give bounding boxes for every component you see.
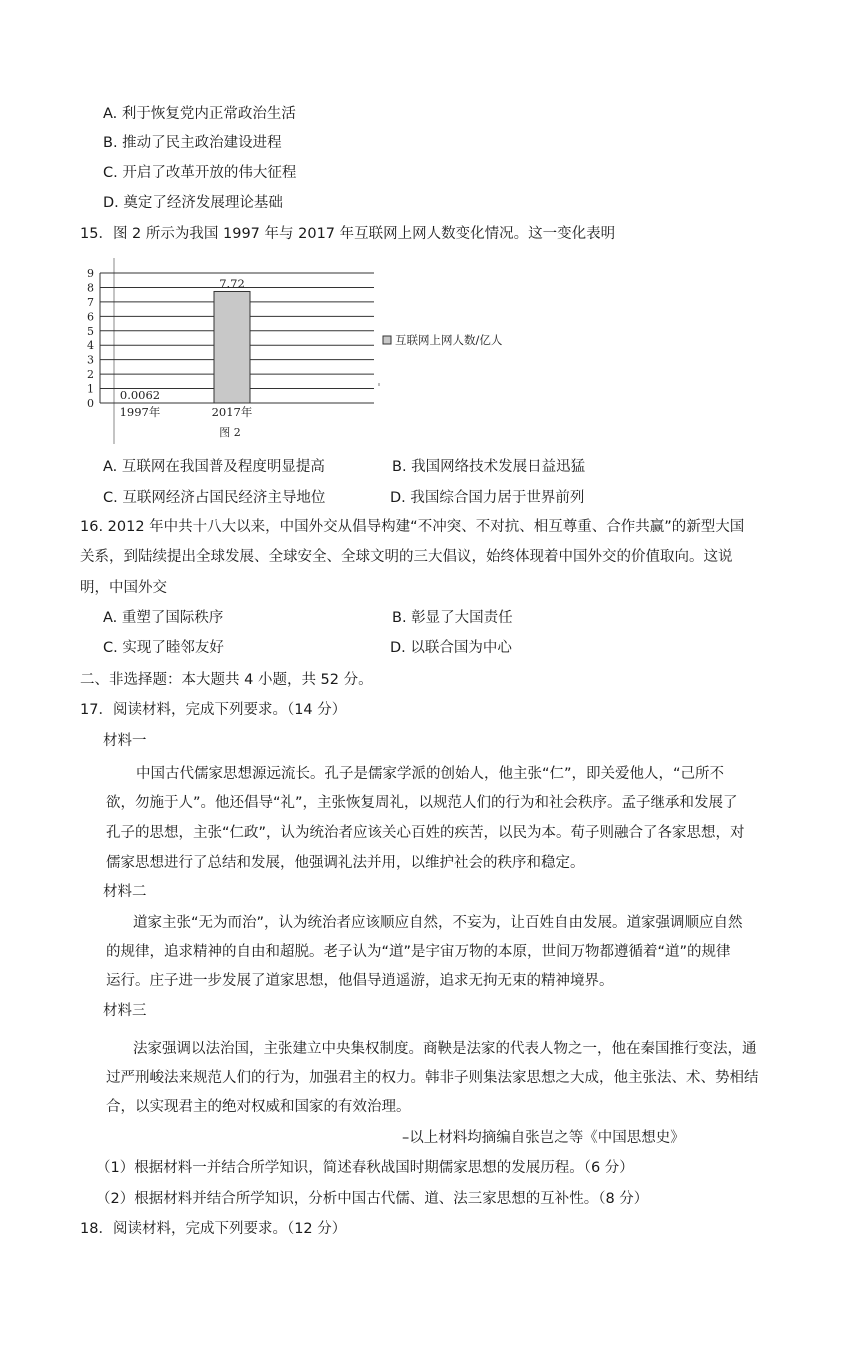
material-3-line-1: 法家强调以法治国，主张建立中央集权制度。商鞅是法家的代表人物之一，他在秦国推行变法，通 (133, 1041, 757, 1057)
material-2-title: 材料二 (103, 884, 147, 900)
chart-y-tick-label: 4 (87, 339, 94, 353)
q16-stem-line-1: 16. 2012 年中共十八大以来，中国外交从倡导构建“不冲突、不对抗、相互尊重、合作共赢”的新型大国 (80, 519, 745, 535)
q14-option-d: D. 奠定了经济发展理论基础 (103, 195, 283, 211)
q17-requirement-2: （2）根据材料并结合所学知识，分析中国古代儒、道、法三家思想的互补性。（8 分） (96, 1191, 649, 1207)
material-2-line-1: 道家主张“无为而治”，认为统治者应该顺应自然，不妄为，让百姓自由发展。道家强调顺应自然 (133, 915, 743, 931)
material-1-line-4: 儒家思想进行了总结和发展，他强调礼法并用，以维护社会的秩序和稳定。 (106, 855, 585, 871)
q16-stem-line-2: 关系，到陆续提出全球发展、全球安全、全球文明的三大倡议，始终体现着中国外交的价值取向。这说 (80, 549, 733, 565)
chart-x-tick-label: 1997年 (119, 405, 161, 419)
material-3-line-3: 合，以实现君主的绝对权威和国家的有效治理。 (106, 1099, 411, 1115)
q14-option-a: A. 利于恢复党内正常政治生活 (103, 106, 296, 122)
chart-y-tick-label: 6 (87, 310, 94, 324)
chart-legend-label: 互联网上网人数/亿人 (395, 333, 503, 347)
material-source: –以上材料均摘编自张岂之等《中国思想史》 (402, 1130, 685, 1146)
q16-option-b: B. 彰显了大国责任 (392, 610, 513, 626)
material-3-line-2: 过严刑峻法来规范人们的行为，加强君主的权力。韩非子则集法家思想之大成，他主张法、术、势相结 (106, 1070, 759, 1086)
material-1-line-3: 孔子的思想，主张“仁政”，认为统治者应该关心百姓的疾苦，以民为本。荀子则融合了各家思想，对 (106, 825, 745, 841)
chart-x-tick-label: 2017年 (211, 405, 253, 419)
chart-y-tick-label: 9 (87, 267, 94, 280)
chart-data-label: 7.72 (219, 276, 245, 291)
chart-caption: 图 2 (219, 426, 241, 439)
chart-y-tick-label: 7 (87, 295, 94, 309)
chart-legend-swatch (383, 336, 391, 344)
q16-option-a: A. 重塑了国际秩序 (103, 610, 224, 626)
chart-y-tick-label: 5 (87, 324, 94, 338)
q14-option-c: C. 开启了改革开放的伟大征程 (103, 165, 297, 181)
q15-option-a: A. 互联网在我国普及程度明显提高 (103, 459, 325, 475)
q18-stem: 18．阅读材料，完成下列要求。（12 分） (80, 1221, 347, 1237)
internet-users-chart (84, 258, 524, 444)
chart-bar (214, 291, 250, 403)
q15-stem: 15．图 2 所示为我国 1997 年与 2017 年互联网上网人数变化情况。这一变化表明 (80, 226, 616, 242)
chart-data-label: 0.0062 (119, 388, 161, 402)
material-1-line-1: 中国古代儒家思想源远流长。孔子是儒家学派的创始人，他主张“仁”，即关爱他人，“己所不 (136, 766, 725, 782)
material-1-title: 材料一 (103, 733, 147, 749)
material-2-line-3: 运行。庄子进一步发展了道家思想，他倡导逍遥游，追求无拘无束的精神境界。 (106, 973, 614, 989)
material-3-title: 材料三 (103, 1003, 147, 1019)
q16-option-d: D. 以联合国为中心 (390, 640, 512, 656)
chart-y-tick-label: 8 (87, 281, 94, 295)
q17-requirement-1: （1）根据材料一并结合所学知识，简述春秋战国时期儒家思想的发展历程。（6 分） (96, 1160, 634, 1176)
q15-option-b: B. 我国网络技术发展日益迅猛 (392, 459, 586, 475)
chart-y-tick-label: 2 (87, 368, 94, 382)
q15-option-c: C. 互联网经济占国民经济主导地位 (103, 490, 326, 506)
chart-y-tick-label: 3 (87, 353, 94, 367)
material-1-line-2: 欲，勿施于人”。他还倡导“礼”，主张恢复周礼，以规范人们的行为和社会秩序。孟子继承和发展了 (106, 795, 738, 811)
chart-y-tick-label: 0 (87, 397, 94, 410)
q15-option-d: D. 我国综合国力居于世界前列 (390, 490, 585, 506)
chart-y-tick-label: 1 (87, 382, 94, 396)
q14-option-b: B. 推动了民主政治建设进程 (103, 135, 282, 151)
section-heading: 二、非选择题：本大题共 4 小题，共 52 分。 (80, 672, 373, 688)
q17-stem: 17．阅读材料，完成下列要求。（14 分） (80, 702, 347, 718)
chart-svg (84, 258, 524, 444)
material-2-line-2: 的规律，追求精神的自由和超脱。老子认为“道”是宇宙万物的本原，世间万物都遵循着“道”的规律 (106, 944, 731, 960)
q16-option-c: C. 实现了睦邻友好 (103, 640, 224, 656)
q16-stem-line-3: 明，中国外交 (80, 580, 167, 596)
